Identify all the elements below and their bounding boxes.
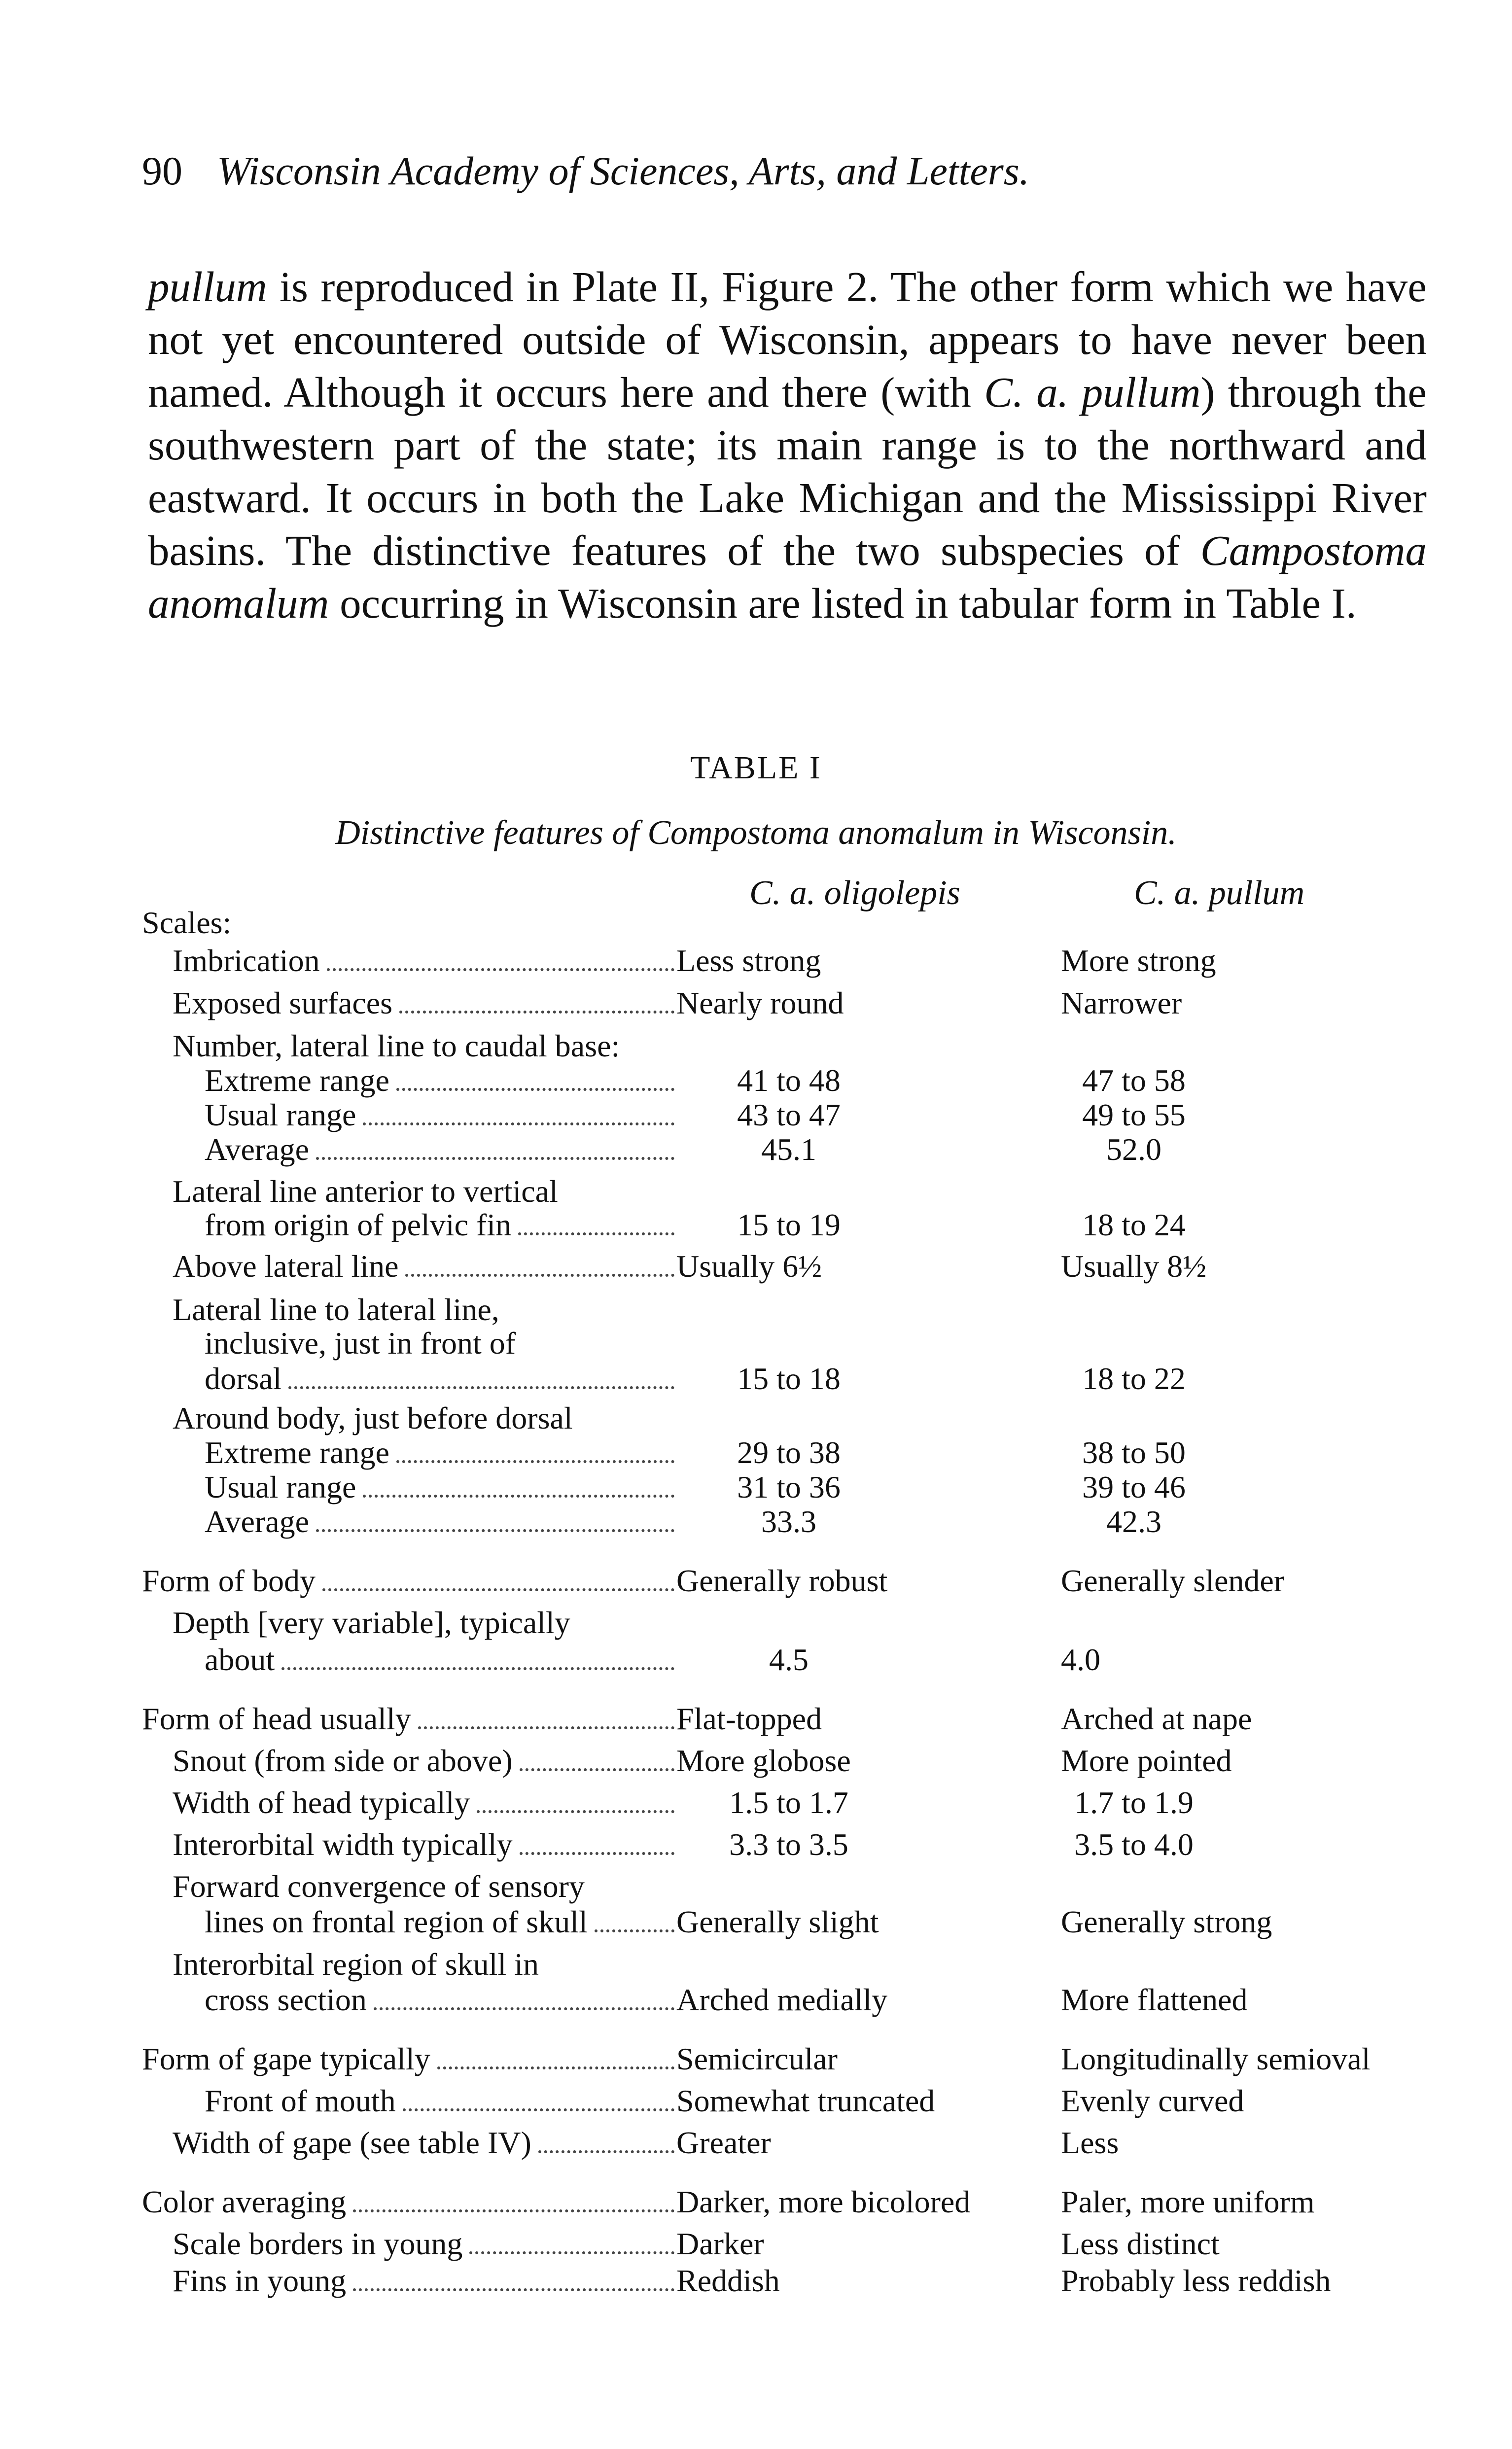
row-label: [205, 1361, 678, 1397]
table-row: [0, 1904, 1512, 1943]
page-header: [142, 148, 1029, 194]
row-label-text: inclusive, just in front of: [205, 1326, 516, 1361]
cell-oligolepis: 33.3: [761, 1504, 816, 1539]
row-label: [205, 1097, 678, 1133]
cell-oligolepis: 3.3 to 3.5: [729, 1827, 848, 1862]
row-label-text: from origin of pelvic fin: [205, 1207, 512, 1242]
row-label: [173, 1946, 539, 1983]
dot-leader: [418, 1726, 674, 1729]
dot-leader: [288, 1386, 674, 1389]
row-label-text: lines on frontal region of skull: [205, 1904, 588, 1939]
row-label-text: Interorbital region of skull in: [173, 1947, 539, 1982]
table-row: [0, 1743, 1512, 1782]
cell-oligolepis: 43 to 47: [737, 1097, 841, 1132]
table-row: [0, 2184, 1512, 2223]
cell-pullum: Arched at nape: [1061, 1701, 1252, 1736]
cell-oligolepis: Semicircular: [676, 2041, 838, 2076]
cell-oligolepis: 15 to 19: [737, 1207, 841, 1242]
table-row: [0, 1434, 1512, 1474]
table-row: [0, 1469, 1512, 1508]
row-label: [205, 1469, 678, 1505]
row-label-text: Fins in young: [173, 2263, 347, 2298]
row-label-text: Lateral line anterior to vertical: [173, 1174, 558, 1209]
row-label: [142, 1563, 678, 1599]
row-label-text: about: [205, 1642, 275, 1677]
table-caption: Distinctive features of Compostoma anomalum in Wisconsin.: [335, 814, 1177, 852]
paragraph-run: C. a. pullum: [984, 368, 1201, 416]
table-row: [0, 2263, 1512, 2302]
row-label: [142, 2184, 678, 2220]
cell-pullum: Probably less reddish: [1061, 2263, 1331, 2298]
row-label-text: Scales:: [142, 905, 232, 940]
row-label-text: Form of head usually: [142, 1701, 411, 1736]
row-label-text: Around body, just before dorsal: [173, 1400, 573, 1435]
table-row: [0, 1361, 1512, 1400]
dot-leader: [520, 1852, 674, 1855]
cell-oligolepis: 29 to 38: [737, 1435, 841, 1470]
row-label-text: Usual range: [205, 1097, 356, 1132]
dot-leader: [477, 1810, 674, 1813]
cell-pullum: 18 to 24: [1082, 1207, 1186, 1242]
cell-pullum: 39 to 46: [1082, 1469, 1186, 1504]
cell-pullum: 47 to 58: [1082, 1063, 1186, 1098]
table-row: [0, 1784, 1512, 1824]
row-label-text: Forward convergence of sensory: [173, 1869, 585, 1904]
dot-leader: [399, 1011, 674, 1014]
row-label: [173, 1400, 573, 1436]
cell-oligolepis: Arched medially: [676, 1982, 888, 2017]
cell-oligolepis: 4.5: [769, 1642, 809, 1677]
row-label-text: Depth [very variable], typically: [173, 1605, 570, 1640]
row-label-text: Width of gape (see table IV): [173, 2125, 531, 2160]
cell-pullum: Narrower: [1061, 985, 1182, 1020]
row-label-text: Front of mouth: [205, 2083, 396, 2118]
paragraph-run: pullum: [148, 263, 267, 311]
cell-pullum: 49 to 55: [1082, 1097, 1186, 1132]
row-label: [205, 1504, 678, 1540]
row-label-text: Scale borders in young: [173, 2226, 463, 2261]
dot-leader: [520, 1768, 674, 1771]
table-row: [0, 1248, 1512, 1288]
cell-oligolepis: Somewhat truncated: [676, 2083, 935, 2118]
journal-title: Wisconsin Academy of Sciences, Arts, and Letters.: [217, 148, 1030, 193]
table-row: [0, 985, 1512, 1024]
cell-pullum: Longitudinally semioval: [1061, 2041, 1371, 2076]
dot-leader: [316, 1157, 674, 1160]
table-row: [0, 1605, 1512, 1644]
row-label-text: Color averaging: [142, 2184, 347, 2219]
row-label: [173, 2263, 678, 2299]
dot-leader: [363, 1122, 674, 1125]
cell-oligolepis: 41 to 48: [737, 1063, 841, 1098]
dot-leader: [353, 2209, 674, 2212]
cell-oligolepis: 45.1: [761, 1132, 816, 1167]
table-row: [0, 905, 1512, 944]
row-label-text: Above lateral line: [173, 1249, 399, 1284]
row-label: [173, 985, 678, 1021]
table-title: TABLE I: [690, 750, 822, 786]
row-label-text: Number, lateral line to caudal base:: [173, 1028, 620, 1063]
table-row: [0, 1826, 1512, 1866]
row-label: [205, 1904, 678, 1940]
column-header-oligolepis: C. a. oligolepis: [749, 874, 960, 912]
cell-oligolepis: 31 to 36: [737, 1469, 841, 1504]
cell-pullum: More strong: [1061, 943, 1216, 978]
row-label: [173, 2125, 678, 2161]
dot-leader: [405, 1274, 674, 1277]
dot-leader: [437, 2066, 674, 2069]
cell-pullum: More pointed: [1061, 1743, 1232, 1778]
dot-leader: [518, 1232, 674, 1235]
row-label-text: Form of body: [142, 1563, 316, 1598]
cell-pullum: More flattened: [1061, 1982, 1248, 2017]
table-row: [0, 1207, 1512, 1246]
row-label: [205, 1325, 516, 1362]
cell-pullum: Less: [1061, 2125, 1119, 2160]
row-label-text: cross section: [205, 1982, 367, 2017]
cell-oligolepis: Generally robust: [676, 1563, 888, 1598]
row-label-text: Average: [205, 1504, 309, 1539]
cell-oligolepis: Darker, more bicolored: [676, 2184, 971, 2219]
table-row: [0, 1131, 1512, 1171]
table-row: [0, 2041, 1512, 2080]
dot-leader: [403, 2108, 674, 2111]
cell-pullum: Generally strong: [1061, 1904, 1272, 1939]
table-row: [0, 1028, 1512, 1067]
row-label-text: Width of head typically: [173, 1785, 470, 1820]
row-label-text: Form of gape typically: [142, 2041, 430, 2076]
table-row: [0, 1563, 1512, 1602]
cell-oligolepis: Less strong: [676, 943, 821, 978]
dot-leader: [316, 1529, 674, 1532]
dot-leader: [353, 2288, 674, 2291]
dot-leader: [538, 2150, 674, 2153]
table-row: [0, 1400, 1512, 1439]
cell-pullum: Paler, more uniform: [1061, 2184, 1315, 2219]
table-row: [0, 2226, 1512, 2265]
row-label-text: Imbrication: [173, 943, 320, 978]
cell-oligolepis: Usually 6½: [676, 1249, 822, 1284]
row-label: [173, 1605, 570, 1641]
table-row: [0, 2125, 1512, 2164]
paragraph-run: occurring in Wisconsin are listed in tabular form in Table I.: [329, 579, 1357, 627]
cell-pullum: Evenly curved: [1061, 2083, 1244, 2118]
cell-pullum: Less distinct: [1061, 2226, 1220, 2261]
paragraph-run: ) through the southwestern part of the state; its main range is to the northward and eastward. It occurs in both the Lake Michigan and the Mississippi River basins. The distinctive features of the two subspecies of: [148, 368, 1427, 574]
cell-pullum: Usually 8½: [1061, 1249, 1207, 1284]
cell-oligolepis: More globose: [676, 1743, 851, 1778]
cell-pullum: 38 to 50: [1082, 1435, 1186, 1470]
cell-oligolepis: Flat-topped: [676, 1701, 822, 1736]
row-label: [205, 2083, 678, 2119]
row-label-text: Lateral line to lateral line,: [173, 1292, 499, 1327]
table-row: [0, 1982, 1512, 2021]
table-row: [0, 943, 1512, 982]
cell-pullum: 4.0: [1061, 1642, 1100, 1677]
body-paragraph: [148, 260, 1427, 630]
table-row: [0, 1504, 1512, 1543]
cell-pullum: 18 to 22: [1082, 1361, 1186, 1396]
row-label-text: Extreme range: [205, 1435, 389, 1470]
row-label: [173, 1248, 678, 1285]
row-label: [173, 1292, 499, 1328]
cell-pullum: Generally slender: [1061, 1563, 1285, 1598]
row-label-text: dorsal: [205, 1361, 282, 1396]
table-row: [0, 1062, 1512, 1102]
row-label-text: Snout (from side or above): [173, 1743, 513, 1778]
row-label: [205, 1982, 678, 2018]
row-label: [205, 1434, 678, 1471]
table-row: [0, 1097, 1512, 1136]
row-label: [173, 2226, 678, 2262]
table-row: [0, 1642, 1512, 1681]
row-label: [173, 1784, 678, 1821]
cell-oligolepis: Reddish: [676, 2263, 780, 2298]
dot-leader: [322, 1588, 674, 1591]
cell-pullum: 42.3: [1106, 1504, 1161, 1539]
row-label-text: Extreme range: [205, 1063, 389, 1098]
row-label: [142, 2041, 678, 2077]
row-label-text: Usual range: [205, 1469, 356, 1504]
dot-leader: [595, 1929, 674, 1932]
dot-leader: [469, 2251, 674, 2254]
cell-pullum: 3.5 to 4.0: [1074, 1827, 1194, 1862]
row-label: [205, 1642, 678, 1678]
paragraph-run: is reproduced in Plate II, Figure 2. The other form which we have not yet encountered outside of Wisconsin, appears to have never been named. Although it occurs here and there (with: [148, 263, 1427, 416]
dot-leader: [327, 968, 674, 971]
column-header-pullum: C. a. pullum: [1134, 874, 1305, 912]
cell-oligolepis: Nearly round: [676, 985, 844, 1020]
row-label: [173, 1868, 585, 1905]
table-row: [0, 1701, 1512, 1740]
row-label: [142, 905, 231, 941]
paragraph-run: Campostoma anomalum: [148, 526, 1427, 627]
row-label: [142, 1701, 678, 1737]
dot-leader: [363, 1495, 674, 1498]
table-row: [0, 1946, 1512, 1986]
row-label-text: Exposed surfaces: [173, 985, 393, 1020]
cell-oligolepis: 15 to 18: [737, 1361, 841, 1396]
cell-oligolepis: Generally slight: [676, 1904, 879, 1939]
row-label: [173, 1826, 678, 1863]
cell-oligolepis: Greater: [676, 2125, 771, 2160]
dot-leader: [396, 1460, 674, 1463]
dot-leader: [281, 1667, 674, 1670]
row-label-text: Interorbital width typically: [173, 1827, 513, 1862]
cell-oligolepis: 1.5 to 1.7: [729, 1785, 848, 1820]
dot-leader: [396, 1088, 674, 1091]
row-label: [205, 1131, 678, 1168]
row-label-text: Average: [205, 1132, 309, 1167]
cell-oligolepis: Darker: [676, 2226, 764, 2261]
table-row: [0, 1325, 1512, 1364]
page-number: 90: [142, 148, 182, 193]
cell-pullum: 52.0: [1106, 1132, 1161, 1167]
table-row: [0, 1868, 1512, 1908]
table-row: [0, 2083, 1512, 2122]
row-label: [173, 943, 678, 979]
dot-leader: [374, 2007, 674, 2010]
row-label: [173, 1028, 620, 1064]
row-label: [173, 1173, 558, 1210]
cell-pullum: 1.7 to 1.9: [1074, 1785, 1194, 1820]
row-label: [205, 1062, 678, 1099]
row-label: [205, 1207, 678, 1243]
row-label: [173, 1743, 678, 1779]
